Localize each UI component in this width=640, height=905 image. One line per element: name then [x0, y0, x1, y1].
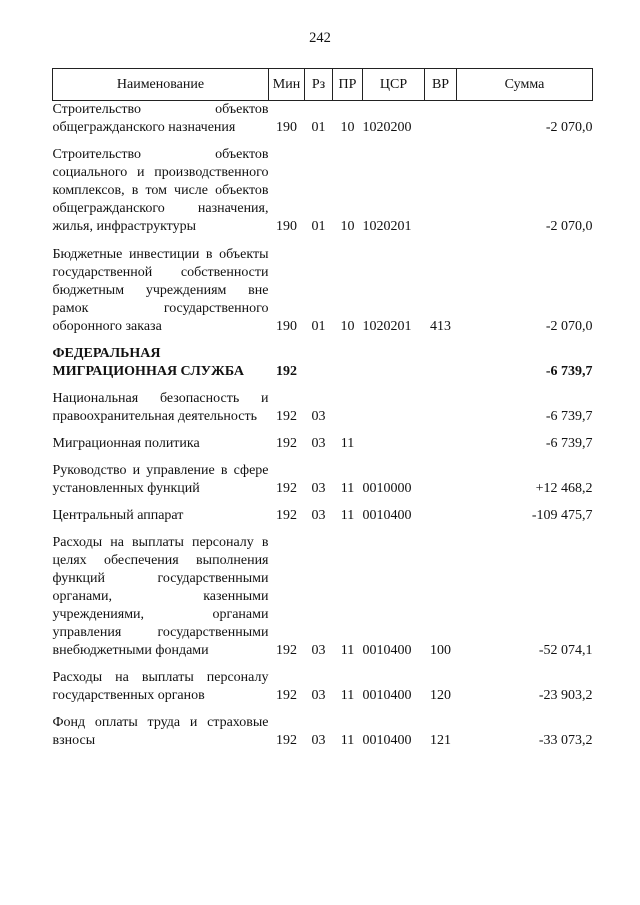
- cell-name: ФЕДЕРАЛЬНАЯ МИГРАЦИОННАЯ СЛУЖБА: [52, 346, 245, 379]
- cell-pr: 10: [340, 120, 355, 135]
- table-row: [53, 146, 593, 236]
- cell-csr: 1020200: [362, 120, 412, 135]
- row-spacer: [53, 525, 593, 534]
- cell-rz: 01: [311, 319, 326, 334]
- cell-vr: 413: [430, 319, 451, 334]
- cell-pr: 11: [340, 688, 355, 703]
- cell-csr: [363, 345, 425, 381]
- cell-vr: [425, 101, 457, 138]
- cell-sum: -6 739,7: [545, 364, 593, 379]
- page-number: 242: [309, 30, 331, 46]
- cell-rz: 03: [311, 436, 326, 451]
- row-spacer-cell: [53, 381, 593, 390]
- header-sum: Сумма: [457, 69, 593, 101]
- cell-vr: [425, 390, 457, 426]
- cell-csr: 0010400: [362, 688, 412, 703]
- cell-name: Строительство объектов социального и производственного комплексов, в том числе объектов общегражданского назначения, жилья, инфраструктуры: [52, 147, 269, 234]
- row-spacer-cell: [53, 498, 593, 507]
- cell-name: Фонд оплаты труда и страховые взносы: [52, 715, 269, 748]
- cell-pr: 11: [340, 508, 355, 523]
- cell-sum: -6 739,7: [545, 409, 593, 424]
- table-row: [53, 345, 593, 381]
- table-header-row: [53, 69, 593, 101]
- cell-sum: -52 074,1: [538, 643, 593, 658]
- cell-name: Расходы на выплаты персоналу государственных органов: [52, 670, 269, 703]
- table-row: [53, 714, 593, 750]
- table-row: [53, 390, 593, 426]
- row-spacer-cell: [53, 660, 593, 669]
- cell-vr: 121: [430, 733, 451, 748]
- cell-rz: 03: [311, 733, 326, 748]
- cell-vr: 100: [430, 643, 451, 658]
- cell-csr: [363, 435, 425, 453]
- cell-sum: -2 070,0: [545, 120, 593, 135]
- cell-min: 192: [276, 436, 297, 451]
- cell-csr: 0010400: [362, 643, 412, 658]
- cell-min: 190: [276, 120, 297, 135]
- budget-table: [52, 68, 593, 750]
- header-rz: Рз: [305, 69, 333, 101]
- cell-csr: 1020201: [362, 219, 412, 234]
- cell-min: 190: [276, 219, 297, 234]
- row-spacer: [53, 426, 593, 435]
- cell-rz: 03: [311, 409, 326, 424]
- row-spacer: [53, 336, 593, 345]
- cell-sum: -6 739,7: [545, 436, 593, 451]
- table-row: [53, 246, 593, 336]
- header-pr: ПР: [333, 69, 363, 101]
- row-spacer-cell: [53, 705, 593, 714]
- cell-pr: 11: [340, 481, 355, 496]
- cell-rz: 03: [311, 643, 326, 658]
- table-row: [53, 534, 593, 660]
- cell-vr: [425, 507, 457, 525]
- table-row: [53, 101, 593, 138]
- cell-csr: 0010000: [362, 481, 412, 496]
- row-spacer: [53, 137, 593, 146]
- cell-min: 192: [276, 643, 297, 658]
- cell-name: Национальная безопасность и правоохранительная деятельность: [52, 391, 269, 424]
- cell-sum: -33 073,2: [538, 733, 593, 748]
- cell-name: Строительство объектов общегражданского назначения: [52, 102, 269, 135]
- table-row: [53, 435, 593, 453]
- cell-vr: [425, 435, 457, 453]
- cell-pr: 10: [340, 219, 355, 234]
- row-spacer: [53, 705, 593, 714]
- row-spacer: [53, 498, 593, 507]
- row-spacer-cell: [53, 336, 593, 345]
- cell-rz: 03: [311, 508, 326, 523]
- cell-pr: 11: [340, 733, 355, 748]
- cell-pr: 11: [340, 643, 355, 658]
- cell-min: 192: [276, 508, 297, 523]
- cell-csr: [363, 390, 425, 426]
- cell-sum: -109 475,7: [531, 508, 593, 523]
- cell-csr: 1020201: [362, 319, 412, 334]
- cell-min: 192: [276, 364, 297, 379]
- row-spacer-cell: [53, 137, 593, 146]
- header-csr: ЦСР: [363, 69, 425, 101]
- cell-pr: 11: [340, 436, 355, 451]
- cell-min: 190: [276, 319, 297, 334]
- cell-csr: 0010400: [362, 508, 412, 523]
- cell-vr: 120: [430, 688, 451, 703]
- row-spacer-cell: [53, 453, 593, 462]
- cell-name: Центральный аппарат: [52, 508, 184, 523]
- cell-min: 192: [276, 733, 297, 748]
- table-row: [53, 507, 593, 525]
- cell-vr: [425, 345, 457, 381]
- table-row: [53, 669, 593, 705]
- cell-min: 192: [276, 409, 297, 424]
- cell-sum: -2 070,0: [545, 219, 593, 234]
- cell-sum: -2 070,0: [545, 319, 593, 334]
- header-vr: ВР: [425, 69, 457, 101]
- row-spacer: [53, 236, 593, 246]
- row-spacer: [53, 453, 593, 462]
- cell-rz: 01: [311, 120, 326, 135]
- cell-pr: [333, 345, 363, 381]
- cell-vr: [425, 146, 457, 236]
- header-name: Наименование: [53, 69, 269, 101]
- row-spacer: [53, 660, 593, 669]
- header-min: Мин: [269, 69, 305, 101]
- cell-min: 192: [276, 481, 297, 496]
- cell-vr: [425, 462, 457, 498]
- cell-sum: +12 468,2: [535, 481, 593, 496]
- cell-pr: 10: [340, 319, 355, 334]
- cell-csr: 0010400: [362, 733, 412, 748]
- row-spacer-cell: [53, 525, 593, 534]
- cell-rz: 03: [311, 481, 326, 496]
- table-row: [53, 462, 593, 498]
- cell-min: 192: [276, 688, 297, 703]
- cell-name: Расходы на выплаты персоналу в целях обеспечения выполнения функций государственными органами, казенными учреждениями, органами управления государственными внебюджетными фондами: [52, 535, 269, 658]
- cell-name: Миграционная политика: [52, 436, 200, 451]
- cell-rz: 03: [311, 688, 326, 703]
- row-spacer: [53, 381, 593, 390]
- row-spacer-cell: [53, 426, 593, 435]
- cell-sum: -23 903,2: [538, 688, 593, 703]
- cell-name: Бюджетные инвестиции в объекты государственной собственности бюджетным учреждениям вне рамок государственного оборонного заказа: [52, 247, 269, 334]
- cell-pr: [333, 390, 363, 426]
- row-spacer-cell: [53, 236, 593, 246]
- cell-rz: [305, 345, 333, 381]
- cell-name: Руководство и управление в сфере установленных функций: [52, 463, 269, 496]
- cell-rz: 01: [311, 219, 326, 234]
